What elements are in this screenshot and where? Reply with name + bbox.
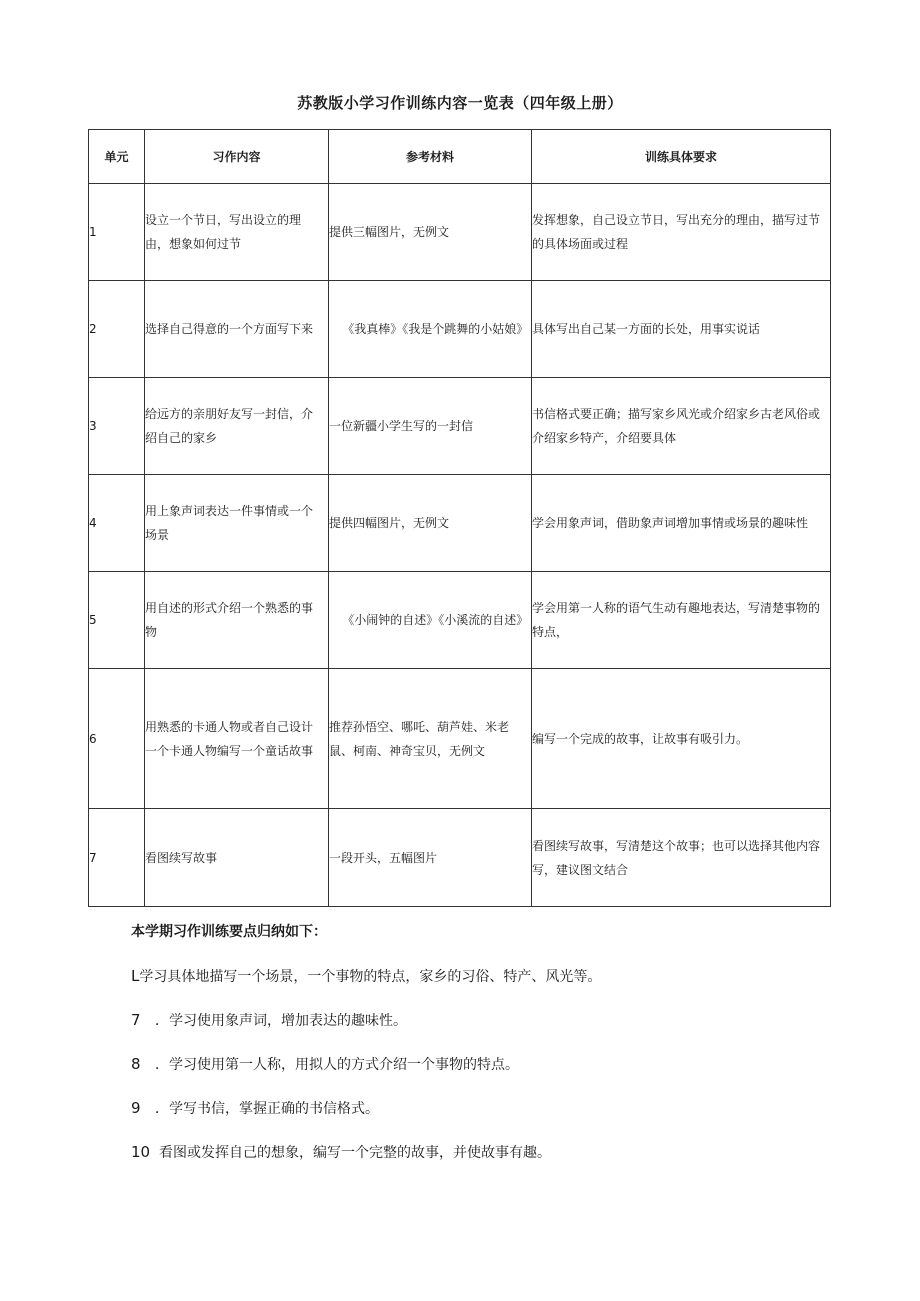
reference-cell: 一位新疆小学生写的一封信 — [329, 378, 532, 475]
summary-item — [131, 1052, 831, 1076]
unit-cell: 7 — [89, 809, 145, 907]
table-row — [89, 669, 831, 809]
unit-cell: 1 — [89, 184, 145, 281]
requirements-cell: 书信格式要正确；描写家乡风光或介绍家乡古老风俗或介绍家乡特产，介绍要具体 — [532, 378, 831, 475]
summary-item-text: 学习具体地描写一个场景，一个事物的特点，家乡的习俗、特产、风光等。 — [139, 969, 602, 985]
requirements-cell: 编写一个完成的故事，让故事有吸引力。 — [532, 669, 831, 809]
reference-cell: 提供四幅图片，无例文 — [329, 475, 532, 572]
summary-heading: 本学期习作训练要点归纳如下： — [131, 924, 327, 940]
summary-section — [131, 920, 831, 1164]
summary-item — [131, 1008, 831, 1032]
content-cell: 用自述的形式介绍一个熟悉的事物 — [145, 572, 329, 669]
table-row — [89, 281, 831, 378]
requirements-cell: 学会用第一人称的语气生动有趣地表达，写清楚事物的特点， — [532, 572, 831, 669]
summary-item-number: 8 — [131, 1055, 141, 1073]
table-row — [89, 809, 831, 907]
summary-item-number: 10 — [131, 1143, 151, 1161]
header-unit: 单元 — [89, 130, 145, 184]
requirements-cell: 发挥想象，自己设立节日，写出充分的理由，描写过节的具体场面或过程 — [532, 184, 831, 281]
table-header-row — [89, 130, 831, 184]
content-cell: 给远方的亲朋好友写一封信，介绍自己的家乡 — [145, 378, 329, 475]
summary-item-number: 9 — [131, 1099, 141, 1117]
summary-item — [131, 964, 831, 988]
content-cell: 看图续写故事 — [145, 809, 329, 907]
reference-cell: 推荐孙悟空、哪吒、葫芦娃、米老鼠、柯南、神奇宝贝，无例文 — [329, 669, 532, 809]
unit-cell: 2 — [89, 281, 145, 378]
requirements-cell: 看图续写故事，写清楚这个故事；也可以选择其他内容写，建议图文结合 — [532, 809, 831, 907]
table-row — [89, 475, 831, 572]
summary-item — [131, 1140, 831, 1164]
requirements-cell: 具体写出自己某一方面的长处，用事实说话 — [532, 281, 831, 378]
document-title: 苏教版小学习作训练内容一览表（四年级上册） — [297, 94, 623, 112]
content-cell: 用上象声词表达一件事情或一个场景 — [145, 475, 329, 572]
summary-item-text: ．学习使用第一人称，用拟人的方式介绍一个事物的特点。 — [155, 1057, 519, 1073]
summary-item-number: 7 — [131, 1011, 141, 1029]
reference-cell: 《我真棒》《我是个跳舞的小姑娘》 — [329, 281, 532, 378]
reference-cell: 一段开头，五幅图片 — [329, 809, 532, 907]
summary-item-text: 看图或发挥自己的想象，编写一个完整的故事，并使故事有趣。 — [159, 1145, 551, 1161]
unit-cell: 3 — [89, 378, 145, 475]
summary-item — [131, 1096, 831, 1120]
header-reference: 参考材料 — [329, 130, 532, 184]
summary-item-number: L — [131, 967, 140, 985]
reference-cell: 提供三幅图片，无例文 — [329, 184, 532, 281]
content-cell: 设立一个节日，写出设立的理由，想象如何过节 — [145, 184, 329, 281]
table-row — [89, 184, 831, 281]
summary-item-text: ．学写书信，掌握正确的书信格式。 — [155, 1101, 379, 1117]
unit-cell: 6 — [89, 669, 145, 809]
requirements-cell: 学会用象声词，借助象声词增加事情或场景的趣味性 — [532, 475, 831, 572]
reference-cell: 《小闹钟的自述》《小溪流的自述》 — [329, 572, 532, 669]
unit-cell: 5 — [89, 572, 145, 669]
content-cell: 选择自己得意的一个方面写下来 — [145, 281, 329, 378]
writing-plan-table — [88, 129, 831, 907]
table-row — [89, 378, 831, 475]
summary-item-text: ．学习使用象声词，增加表达的趣味性。 — [155, 1013, 407, 1029]
header-content: 习作内容 — [145, 130, 329, 184]
header-requirements: 训练具体要求 — [532, 130, 831, 184]
unit-cell: 4 — [89, 475, 145, 572]
content-cell: 用熟悉的卡通人物或者自己设计一个卡通人物编写一个童话故事 — [145, 669, 329, 809]
table-row — [89, 572, 831, 669]
